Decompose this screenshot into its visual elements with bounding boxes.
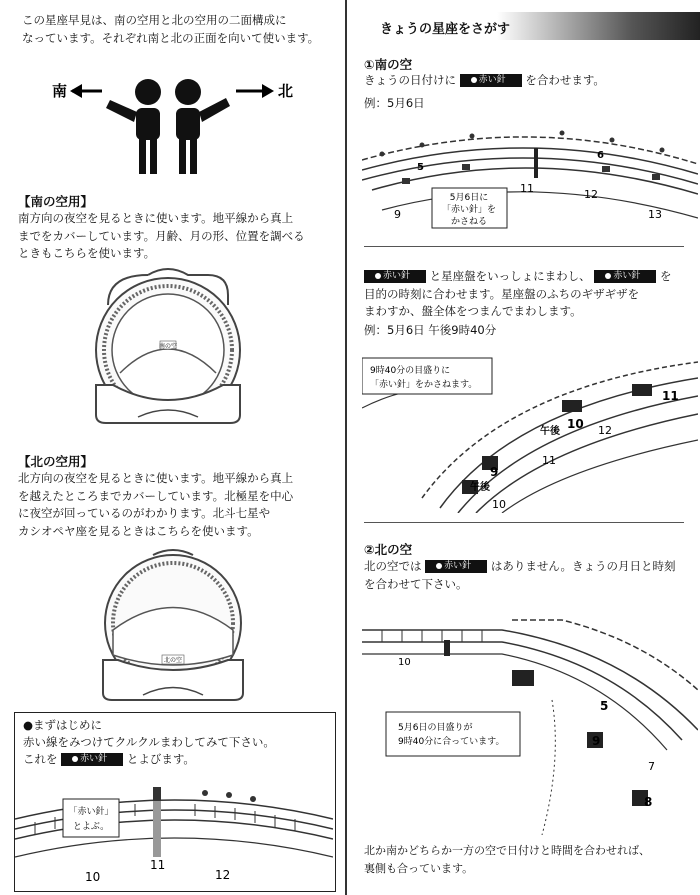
s1-line-a: きょうの日付けに (364, 73, 456, 87)
s3-line-1 (364, 558, 694, 576)
s3-label-8: 8 (644, 795, 653, 809)
s3-label-5: 5 (600, 699, 609, 713)
box-tick-10: 10 (85, 870, 101, 884)
separator-2 (364, 522, 684, 523)
red-dot-icon-3 (375, 273, 381, 279)
dial-illustration-time (362, 348, 698, 513)
s1-line-b: を合わせます。 (525, 73, 605, 87)
s3-callout-line-1: 5月6日の目盛りが (398, 723, 473, 733)
step2-example: 例：5月6日 午後9時40分 (364, 323, 497, 337)
south-planisphere-illustration (88, 265, 248, 430)
s3-label-10: 10 (398, 657, 411, 668)
s2-label-gogo-1: 午後 (540, 426, 560, 437)
north-use-heading: 【北の空用】 (18, 454, 94, 469)
step3-text (364, 558, 694, 593)
south-body-line-3: ときもこちらを使います。 (18, 246, 156, 260)
s3-line-1a: 北の空では (364, 559, 422, 573)
s1-tick-11: 11 (520, 182, 534, 195)
s2-tick-11: 11 (542, 454, 556, 467)
pill-label-3: 赤い針 (383, 271, 411, 281)
north-body-line-3: に夜空が回っているのがわかります。北斗七星や (18, 506, 271, 520)
intro-line-1: この星座早見は、南の空用と北の空用の二面構成に (22, 13, 287, 27)
box-line-2: 赤い線をみつけてクルクルまわしてみて下さい。 (23, 735, 275, 749)
s2-tick-12: 12 (598, 424, 612, 437)
pill-label: 赤い針 (80, 754, 108, 764)
south-window-label: 南の空 (158, 343, 178, 350)
s2-callout-line-2: 「赤い針」をかさねます。 (370, 380, 478, 390)
section-title: きょうの星座をさがす (380, 22, 511, 37)
north-body-line-4: カシオペヤ座を見るときはこちらを使います。 (18, 523, 259, 538)
s2-line-2: 目的の時刻に合わせます。星座盤のふちのギザギザを (364, 286, 640, 301)
s1-month2-label: 6 (597, 150, 604, 161)
s2-label-9: 9 (490, 465, 499, 479)
box-callout-line-2: とよぶ。 (72, 822, 110, 832)
red-dot-icon-2 (471, 77, 477, 83)
red-dot-icon-4 (605, 273, 611, 279)
footer-line-2: 裏側も合っています。 (364, 861, 474, 875)
s2-tick-10: 10 (492, 498, 506, 511)
s3-label-9: 9 (592, 734, 601, 748)
s1-tick-9: 9 (394, 208, 401, 221)
s3-line-1b: はありません。きょうの月日と時刻 (490, 559, 676, 573)
north-label: 北 (278, 82, 294, 100)
s1-month-label: 5 (417, 162, 424, 173)
s1-callout-line-3: かさねる (450, 217, 488, 227)
pill-label-4: 赤い針 (613, 271, 641, 281)
south-use-body (18, 210, 340, 263)
south-label: 南 (52, 82, 68, 100)
north-use-body (18, 470, 340, 540)
red-needle-pill-2 (460, 74, 522, 87)
column-divider (345, 0, 347, 895)
s2-line-3: まわすか、盤全体をつまんでまわします。 (364, 304, 582, 318)
north-window-label: 北の空 (163, 657, 183, 664)
south-sky-heading: ①南の空 (364, 57, 413, 72)
s1-tick-13: 13 (648, 208, 662, 221)
red-needle-pill (61, 753, 123, 766)
footer-note (364, 842, 696, 877)
dial-illustration-south (362, 118, 698, 240)
s2-line-1 (364, 268, 694, 286)
s1-tick-12: 12 (584, 188, 598, 201)
intro-line-2: なっています。それぞれ南と北の正面を向いて使います。 (22, 30, 320, 45)
first-step-box (14, 712, 336, 892)
red-dot-icon (72, 756, 78, 762)
dial-illustration-1 (15, 777, 333, 889)
north-planisphere-illustration (98, 545, 248, 705)
dial-illustration-north (362, 610, 698, 835)
s2-label-11: 11 (662, 389, 679, 403)
footer-line-1: 北か南かどちらか一方の空で日付けと時間を合わせれば、 (364, 844, 650, 857)
box-tick-12: 12 (215, 868, 231, 882)
south-use-heading: 【南の空用】 (18, 194, 94, 209)
box-line-1: ●まずはじめに (23, 718, 103, 732)
north-body-line-2: を越えたところまでカバーしています。北極星を中心 (18, 488, 294, 503)
red-needle-pill-3 (364, 270, 426, 283)
s2-callout-line-1: 9時40分の目盛りに (370, 366, 451, 376)
box-line-3 (23, 751, 195, 769)
s1-callout-line-2: 「赤い針」を (441, 205, 497, 215)
s1-callout-line-1: 5月6日に (449, 193, 489, 203)
step2-text (364, 268, 694, 321)
south-body-line-1: 南方向の夜空を見るときに使います。地平線から真上 (18, 211, 294, 225)
two-people-illustration (40, 70, 310, 180)
south-body-line-2: までをカバーしています。月齢、月の形、位置を調べる (18, 228, 305, 243)
red-needle-pill-5 (425, 560, 487, 573)
separator-1 (364, 246, 684, 247)
south-sky-line (364, 72, 605, 90)
s2-label-10: 10 (567, 417, 584, 431)
pill-label-5: 赤い針 (444, 561, 472, 571)
s3-line-2: を合わせて下さい。 (364, 576, 468, 591)
left-column (0, 0, 345, 895)
south-example: 例：5月6日 (364, 96, 425, 110)
red-needle-pill-4 (594, 270, 656, 283)
s2-label-gogo-2: 午後 (470, 482, 490, 493)
north-body-line-1: 北方向の夜空を見るときに使います。地平線から真上 (18, 471, 294, 485)
pill-label-2: 赤い針 (478, 75, 506, 85)
box-line-3b: とよびます。 (126, 752, 195, 766)
north-sky-heading: ②北の空 (364, 542, 413, 557)
red-dot-icon-5 (436, 563, 442, 569)
s3-callout-line-2: 9時40分に合っています。 (398, 737, 505, 747)
box-tick-11: 11 (150, 858, 166, 872)
s3-label-7: 7 (648, 760, 655, 773)
box-line-3a: これを (23, 752, 58, 766)
s2-line-1b: と星座盤をいっしょにまわし、 (429, 269, 591, 283)
intro-text (22, 12, 342, 47)
box-callout-line-1: 「赤い針」 (68, 807, 114, 817)
s2-line-1c: を (660, 269, 672, 283)
